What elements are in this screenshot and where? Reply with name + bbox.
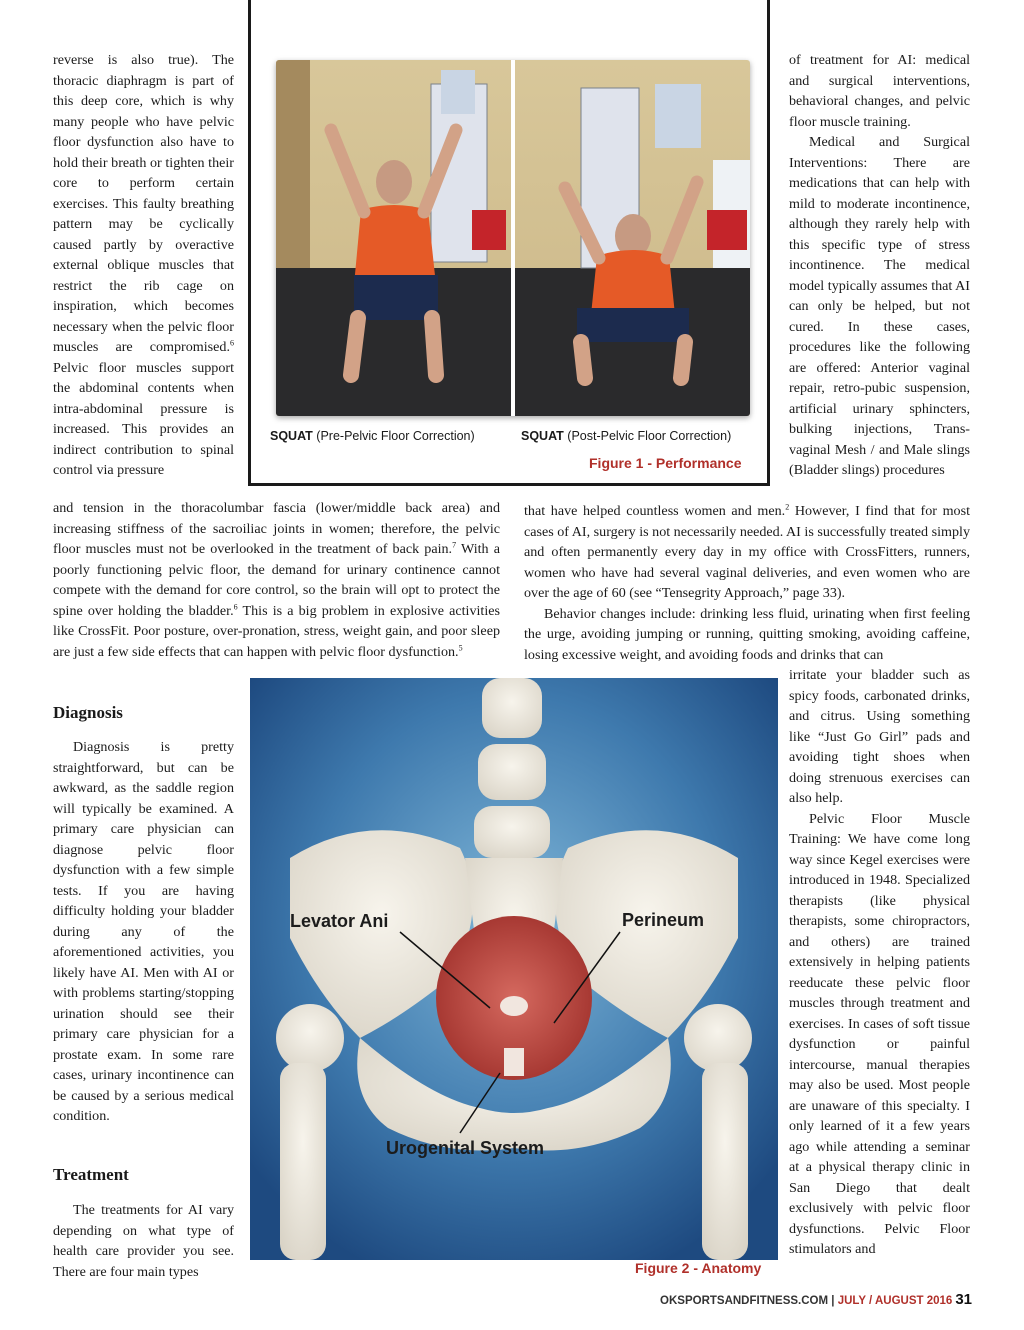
body-text: and tension in the thoracolumbar fascia (lower/middle back area) and increasing stiffness of the sacroiliac joints in women; therefore, the pelvic floor muscles must not be overlooked in the treatment of back pain. xyxy=(53,500,500,557)
figure2-title: Figure 2 - Anatomy xyxy=(635,1260,762,1276)
label-levator-ani: Levator Ani xyxy=(290,911,389,931)
body-text: With a poorly functioning pelvic floor, the demand for urinary continence cannot compete with the demand for core control, so the brain will opt to protect the spine over holding the bladder. xyxy=(53,541,500,619)
footer-issue: JULY / AUGUST 2016 xyxy=(837,1295,953,1307)
figure1-caption-left: SQUAT (Pre-Pelvic Floor Correction) xyxy=(270,429,475,443)
body-text: that have helped countless women and men. xyxy=(524,503,786,519)
body-text: This is a big problem in explosive activities like CrossFit. Poor posture, over-pronation, stress, weight gain, and poor sleep are just a few side effects that can happen with pelvic floor dysfunction. xyxy=(53,602,500,660)
diagnosis-heading: Diagnosis xyxy=(53,703,123,722)
footer-separator: | xyxy=(828,1295,838,1307)
diagnosis-body: Diagnosis is pretty straightforward, but can be awkward, as the saddle region will typically be examined. A primary care physician can diagnose pelvic floor dysfunction with a few simple tests. If you are having difficulty holding your bladder during any of the aforementioned activities, you likely have AI. Men with AI or with problems starting/stopping urination should see their primary care physician for a prostate exam. In some rare cases, urinary incontinence can be caused by a serious medical condition. xyxy=(53,739,234,1124)
right-column-lower xyxy=(789,665,970,1260)
footnote-ref: 7 xyxy=(452,540,457,550)
label-urogenital-system: Urogenital System xyxy=(386,1138,545,1158)
figure1-caption-right: SQUAT (Post-Pelvic Floor Correction) xyxy=(521,429,732,443)
page-footer xyxy=(660,1291,972,1308)
figure1-title: Figure 1 - Performance xyxy=(589,455,742,471)
left-wide-block xyxy=(53,498,500,662)
footnote-ref: 2 xyxy=(785,502,790,512)
footnote-ref: 5 xyxy=(458,642,463,652)
page-number: 31 xyxy=(955,1291,972,1308)
body-text: However, I find that for most cases of AI, surgery is not necessarily needed. AI is successfully treated simply and often permanently every day in my office with CrossFitters, runners, women who have had several vaginal deliveries, and even women who are over the age of 60 (see “Tensegrity Approach,” page 33). xyxy=(524,503,970,601)
diagnosis-section xyxy=(53,737,234,1127)
body-text: Medical and Surgical Interventions: There are medications that can help with mild to moderate incontinence, although they rarely help with this specific type of stress incontinence. The medical model typically assumes that AI can only be helped, but not cured. In these cases, procedures like the following are offered: Anterior vaginal repair, retro-pubic suspension, artificial urinary sphincters, bulking injections, Trans-vaginal Mesh / and Male slings (Bladder slings) procedures xyxy=(789,134,970,478)
body-text: of treatment for AI: medical and surgical interventions, behavioral changes, and pelvic floor muscle training. xyxy=(789,52,970,130)
body-text: reverse is also true). The thoracic diaphragm is part of this deep core, which is why many people who have pelvic floor dysfunction also have to hold their breath or tighten their core to perform certain exercises. This faulty breathing pattern may be cyclically caused partly by overactive external oblique muscles that restrict the rib cage on inspiration, which becomes necessary when the pelvic floor muscles are compromised. xyxy=(53,52,234,355)
right-column-top xyxy=(789,50,970,481)
left-column-top xyxy=(53,50,234,481)
right-wide-block xyxy=(524,501,970,665)
treatment-section xyxy=(53,1200,234,1282)
treatment-body: The treatments for AI vary depending on what type of health care provider you see. There are four main types xyxy=(53,1202,234,1280)
footnote-ref: 6 xyxy=(233,601,238,611)
body-text: Behavior changes include: drinking less fluid, urinating when first feeling the urge, avoiding jumping or running, quitting smoking, avoiding caffeine, losing excessive weight, and avoiding foods and drinks that can xyxy=(524,605,970,663)
treatment-heading: Treatment xyxy=(53,1165,129,1184)
figure2-illustration xyxy=(250,678,778,1260)
label-perineum: Perineum xyxy=(622,910,705,930)
figure1-photo xyxy=(276,60,750,416)
footnote-ref: 6 xyxy=(230,338,234,348)
footer-site: OKSPORTSANDFITNESS.COM xyxy=(660,1295,829,1307)
body-text: Pelvic Floor Muscle Training: We have come long way since Kegel exercises were introduced in 1948. Specialized therapists (like physical therapists, some chiropractors, and others) are trained extensively in helping patients reeducate these pelvic floor muscles through treatment and exercises. In cases of soft tissue dysfunction or painful intercourse, manual therapies may also be used. Most people are unaware of this specialty. I only learned of it a few years ago while attending a seminar at a physical therapy clinic in San Diego that dealt exclusively with pelvic floor dysfunctions. Pelvic Floor stimulators and xyxy=(789,810,970,1257)
body-text: Pelvic floor muscles support the abdominal contents when intra-abdominal pressure is increased. This provides an indirect contribution to spinal control via pressure xyxy=(53,359,234,478)
body-text: irritate your bladder such as spicy foods, carbonated drinks, and citrus. Using something like “Just Go Girl” pads and avoiding tight shoes when doing strenuous exercises can also help. xyxy=(789,667,970,806)
